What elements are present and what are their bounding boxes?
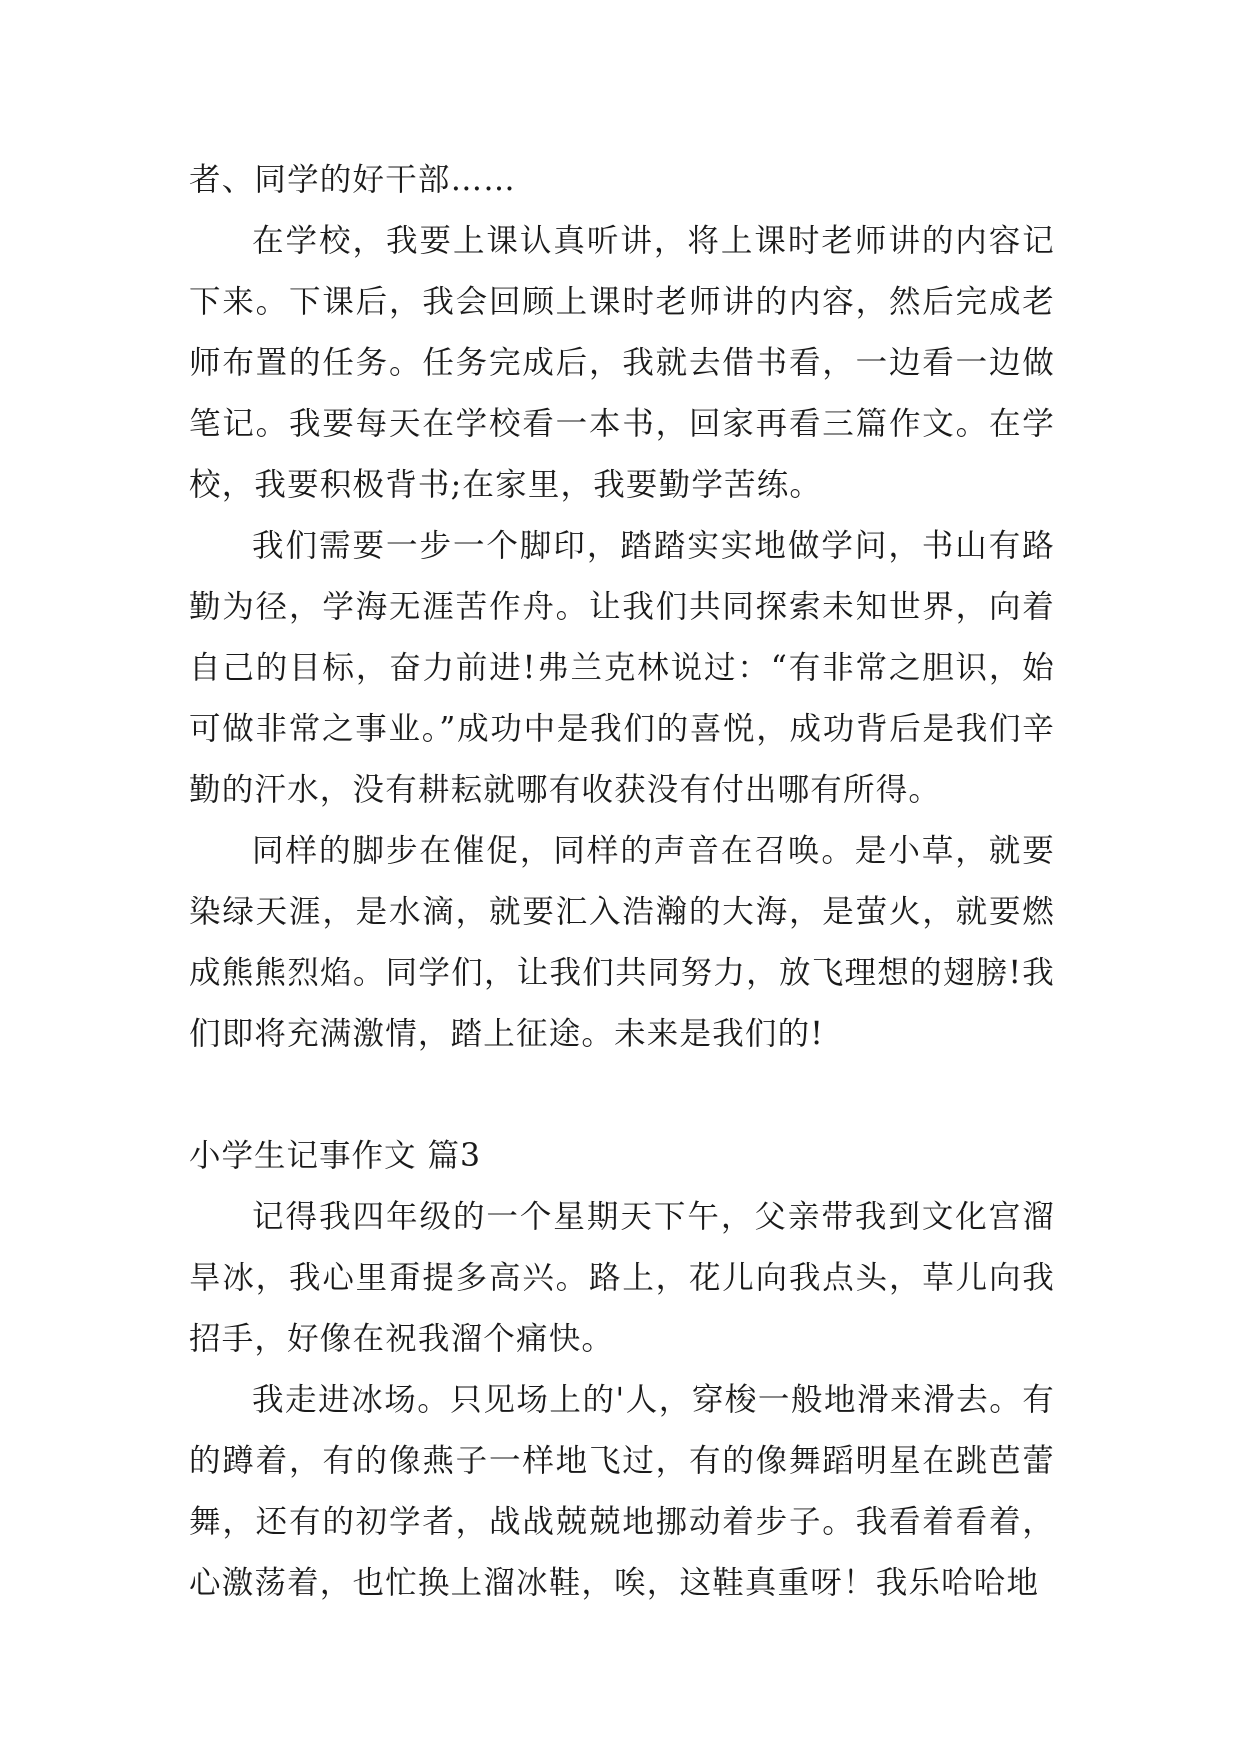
document-body: [189, 150, 1055, 1614]
article-heading: 小学生记事作文 篇3: [189, 1138, 482, 1174]
paragraph-continuation: 者、同学的好干部……: [189, 162, 517, 198]
paragraph-step-by-step: 我们需要一步一个脚印，踏踏实实地做学问，书山有路勤为径，学海无涯苦作舟。让我们共同探索未知世界，向着自己的目标，奋力前进!弗兰克林说过：“有非常之胆识，始可做非常之事业。”成功中是我们的喜悦，成功背后是我们辛勤的汗水，没有耕耘就哪有收获没有付出哪有所得。: [189, 528, 1055, 808]
paragraph-sunday-afternoon: 记得我四年级的一个星期天下午，父亲带我到文化宫溜旱冰，我心里甭提多高兴。路上，花儿向我点头，草儿向我招手，好像在祝我溜个痛快。: [189, 1199, 1055, 1357]
paragraph-call-to-action: 同样的脚步在催促，同样的声音在召唤。是小草，就要染绿天涯，是水滴，就要汇入浩瀚的大海，是萤火，就要燃成熊熊烈焰。同学们，让我们共同努力，放飞理想的翅膀!我们即将充满激情，踏上征途。未来是我们的!: [189, 833, 1055, 1052]
paragraph-school-plan: 在学校，我要上课认真听讲，将上课时老师讲的内容记下来。下课后，我会回顾上课时老师讲的内容，然后完成老师布置的任务。任务完成后，我就去借书看，一边看一边做笔记。我要每天在学校看一本书，回家再看三篇作文。在学校，我要积极背书;在家里，我要勤学苦练。: [189, 223, 1055, 503]
paragraph-skating-rink: 我走进冰场。只见场上的'人，穿梭一般地滑来滑去。有的蹲着，有的像燕子一样地飞过，有的像舞蹈明星在跳芭蕾舞，还有的初学者，战战兢兢地挪动着步子。我看着看着，心激荡着，也忙换上溜冰鞋，唉，这鞋真重呀！我乐哈哈地: [189, 1382, 1055, 1601]
